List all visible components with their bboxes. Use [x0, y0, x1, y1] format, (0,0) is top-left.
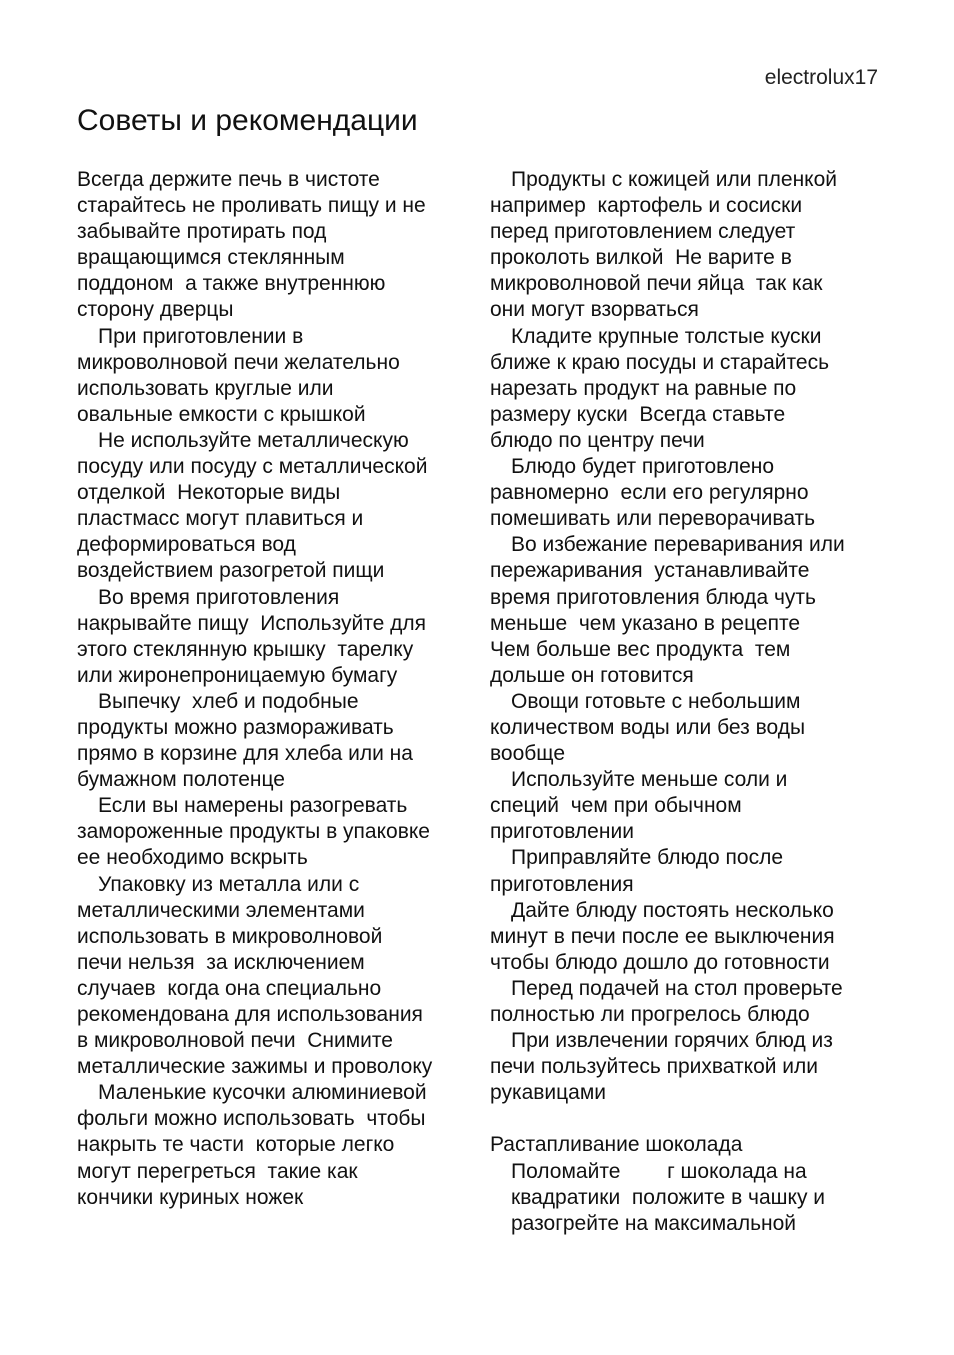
- page-title: Советы и рекомендации: [77, 104, 418, 137]
- text-line: Овощи готовьте с небольшим: [511, 689, 801, 713]
- text-line: сторону дверцы: [77, 298, 234, 322]
- text-line: кончики куриных ножек: [77, 1185, 304, 1209]
- text-line: фольги можно использовать чтобы: [77, 1107, 426, 1131]
- text-line: При извлечении горячих блюд из: [511, 1029, 833, 1053]
- text-line: Во избежание переваривания или: [511, 533, 845, 557]
- text-line: Чем больше вес продукта тем: [490, 637, 791, 661]
- text-line: Перед подачей на стол проверьте: [511, 976, 843, 1000]
- text-line: Маленькие кусочки алюминиевой: [98, 1081, 427, 1105]
- text-line: чтобы блюдо дошло до готовности: [490, 950, 830, 974]
- text-line: минут в печи после ее выключения: [490, 924, 835, 948]
- text-line: металлическими элементами: [77, 898, 365, 922]
- text-line: продукты можно размораживать: [77, 715, 394, 739]
- text-line: Блюдо будет приготовлено: [511, 455, 775, 479]
- text-line: равномерно если его регулярно: [490, 481, 809, 505]
- text-line: в микроволновой печи Снимите: [77, 1029, 393, 1053]
- text-line: Упаковку из металла или с: [98, 872, 360, 896]
- text-line: пластмасс могут плавиться и: [77, 507, 364, 531]
- text-line: Кладите крупные толстые куски: [511, 324, 822, 348]
- text-line: перед приготовлением следует: [490, 220, 796, 244]
- text-line: При приготовлении в: [98, 324, 304, 348]
- text-line: поддоном а также внутреннюю: [77, 272, 386, 296]
- text-line: могут перегреться такие как: [77, 1159, 358, 1183]
- text-line: вообще: [490, 742, 566, 766]
- text-line: проколоть вилкой Не варите в: [490, 246, 792, 270]
- text-line: Не используйте металлическую: [98, 428, 409, 452]
- text-line: вращающимся стеклянным: [77, 246, 345, 270]
- text-line: замороженные продукты в упаковке: [77, 820, 430, 844]
- text-line: печи нельзя за исключением: [77, 950, 365, 974]
- text-line: помешивать или переворачивать: [490, 507, 816, 531]
- text-line: они могут взорваться: [490, 298, 699, 322]
- text-line: металлические зажимы и проволоку: [77, 1055, 433, 1079]
- text-line: Если вы намерены разогревать: [98, 794, 408, 818]
- text-line: Во время приготовления: [98, 585, 340, 609]
- text-line: Всегда держите печь в чистоте: [77, 168, 380, 191]
- text-line: дольше он готовится: [490, 663, 694, 687]
- text-line: посуду или посуду с металлической: [77, 455, 428, 479]
- text-line: нарезать продукт на равные по: [490, 376, 797, 400]
- text-line: рекомендована для использования: [77, 1003, 423, 1026]
- text-line: [490, 1106, 890, 1132]
- text-line: печи пользуйтесь прихваткой или: [490, 1055, 819, 1079]
- text-line: Дайте блюду постоять несколько: [511, 898, 834, 922]
- text-line: размеру куски Всегда ставьте: [490, 402, 786, 426]
- text-line: отделкой Некоторые виды: [77, 481, 341, 505]
- text-line: Продукты с кожицей или пленкой: [511, 168, 838, 191]
- text-line: воздействием разогретой пищи: [77, 559, 385, 583]
- text-line: например картофель и сосиски: [490, 194, 803, 218]
- text-line: случаев когда она специально: [77, 976, 382, 1000]
- text-line: старайтесь не проливать пищу и не: [77, 194, 426, 218]
- left-text-column: [77, 167, 477, 1211]
- text-line: Приправляйте блюдо после: [511, 846, 784, 870]
- text-line: полностью ли прогрелось блюдо: [490, 1003, 810, 1026]
- text-line: ближе к краю посуды и старайтесь: [490, 350, 830, 374]
- text-line: этого стеклянную крышку тарелку: [77, 637, 414, 661]
- text-line: микроволновой печи желательно: [77, 350, 400, 374]
- text-line: использовать круглые или: [77, 376, 334, 400]
- text-line: количеством воды или без воды: [490, 715, 806, 739]
- text-line: Растапливание шоколада: [490, 1133, 743, 1157]
- text-line: ее необходимо вскрыть: [77, 846, 308, 870]
- text-line: забывайте протирать под: [77, 220, 327, 244]
- text-line: пережаривания устанавливайте: [490, 559, 810, 583]
- text-line: блюдо по центру печи: [490, 428, 705, 452]
- text-line: бумажном полотенце: [77, 768, 285, 792]
- text-line: Используйте меньше соли и: [511, 768, 788, 792]
- right-text-column: [490, 167, 890, 1237]
- text-line: или жиронепроницаемую бумагу: [77, 663, 398, 687]
- text-line: накрыть те части которые легко: [77, 1133, 395, 1157]
- text-line: Выпечку хлеб и подобные: [98, 689, 359, 713]
- text-line: микроволновой печи яйца так как: [490, 272, 823, 296]
- text-line: рукавицами: [490, 1081, 607, 1105]
- text-line: меньше чем указано в рецепте: [490, 611, 801, 635]
- text-line: деформироваться вод: [77, 533, 296, 557]
- text-line: время приготовления блюда чуть: [490, 585, 816, 609]
- text-line: прямо в корзине для хлеба или на: [77, 742, 413, 766]
- text-line: использовать в микроволновой: [77, 924, 383, 948]
- text-line: приготовлении: [490, 820, 634, 844]
- text-line: разогрейте на максимальной: [511, 1211, 797, 1235]
- text-line: квадратики положите в чашку и: [511, 1185, 826, 1209]
- text-line: специй чем при обычном: [490, 794, 742, 818]
- text-line: овальные емкости с крышкой: [77, 402, 366, 426]
- text-line: Поломайте г шоколада на: [511, 1159, 807, 1183]
- text-line: накрывайте пищу Используйте для: [77, 611, 427, 635]
- text-line: приготовления: [490, 872, 634, 896]
- page-header-brand-number: electrolux17: [764, 66, 878, 89]
